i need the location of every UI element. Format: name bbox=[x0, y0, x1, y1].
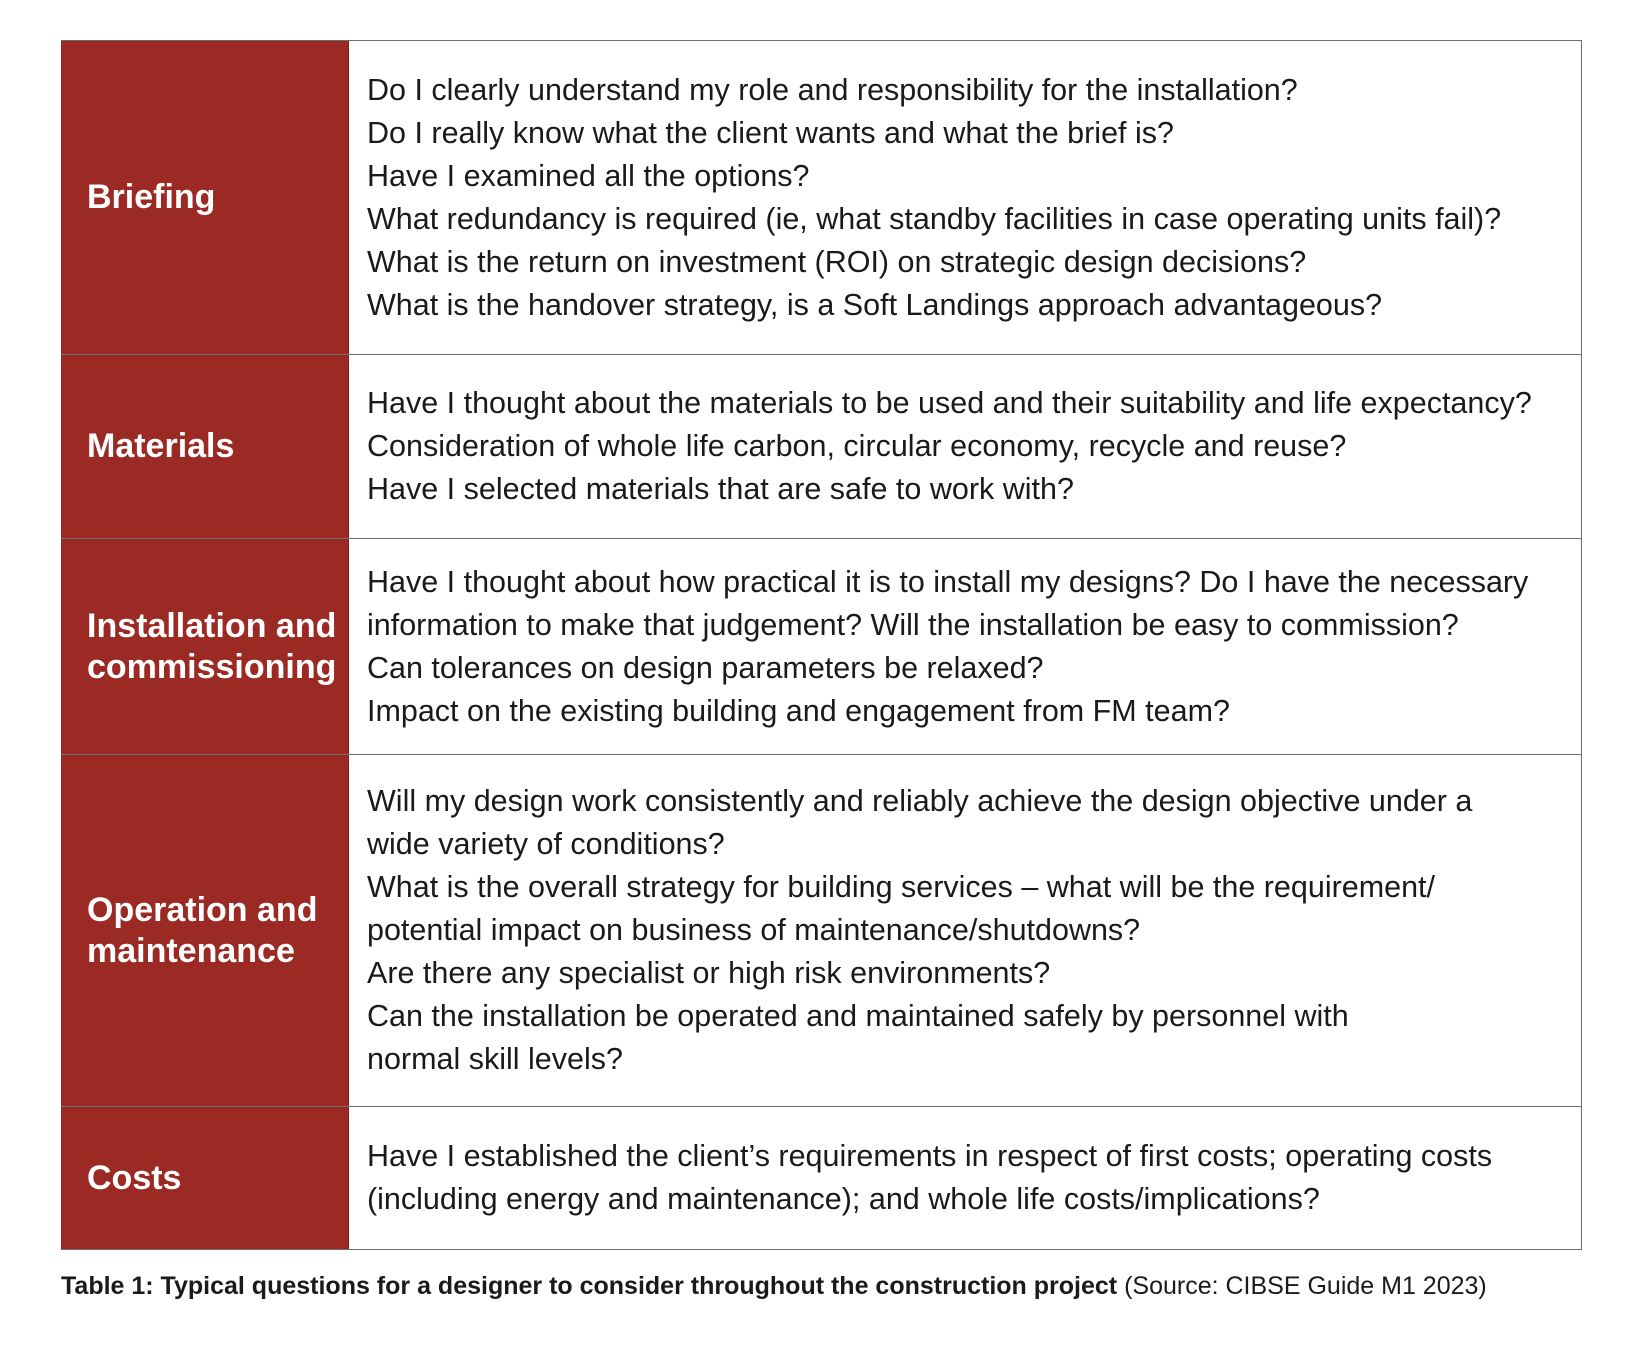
question-line: Have I thought about how practical it is to install my designs? Do I have the necessary bbox=[367, 564, 1529, 599]
question-line: Will my design work consistently and reliably achieve the design objective under a bbox=[367, 784, 1473, 818]
table-row-materials bbox=[61, 355, 1581, 539]
row-content-costs bbox=[349, 1107, 1581, 1249]
row-label-text: Installation and commissioning bbox=[87, 606, 337, 686]
question-line: What is the overall strategy for building services – what will be the requirement/ bbox=[367, 870, 1435, 904]
table-row-briefing bbox=[61, 41, 1581, 355]
table-row-installation bbox=[61, 539, 1581, 755]
question-line: information to make that judgement? Will the installation be easy to commission? bbox=[367, 607, 1459, 642]
table-row-costs bbox=[61, 1107, 1581, 1249]
questions-table bbox=[61, 40, 1582, 1250]
question-line: Have I examined all the options? bbox=[367, 158, 810, 193]
question-line: Do I really know what the client wants and what the brief is? bbox=[367, 115, 1174, 150]
table-caption bbox=[61, 1270, 1487, 1302]
question-line: wide variety of conditions? bbox=[367, 827, 725, 861]
row-label-text: Costs bbox=[87, 1158, 182, 1197]
question-line: Have I established the client’s requirements in respect of first costs; operating costs bbox=[367, 1139, 1493, 1173]
question-line: (including energy and maintenance); and whole life costs/implications? bbox=[367, 1182, 1320, 1216]
question-line: normal skill levels? bbox=[367, 1042, 623, 1076]
question-line: Have I selected materials that are safe to work with? bbox=[367, 472, 1074, 506]
question-line: Consideration of whole life carbon, circular economy, recycle and reuse? bbox=[367, 429, 1347, 463]
row-label-text: Materials bbox=[87, 427, 235, 465]
row-label-costs bbox=[61, 1107, 349, 1249]
question-line: Impact on the existing building and engagement from FM team? bbox=[367, 693, 1230, 728]
question-line: What redundancy is required (ie, what standby facilities in case operating units fail)? bbox=[367, 201, 1502, 236]
caption-source: (Source: CIBSE Guide M1 2023) bbox=[1117, 1272, 1487, 1300]
question-line: Are there any specialist or high risk environments? bbox=[367, 956, 1051, 990]
caption-title: Table 1: Typical questions for a designer to consider throughout the construction project bbox=[61, 1272, 1118, 1300]
row-label-text: Operation and maintenance bbox=[87, 890, 318, 970]
row-content-materials bbox=[349, 355, 1581, 538]
row-label-text: Briefing bbox=[87, 178, 216, 216]
row-content-briefing bbox=[349, 41, 1581, 354]
row-content-operation bbox=[349, 755, 1581, 1106]
row-label-installation bbox=[61, 539, 349, 754]
question-line: Do I clearly understand my role and responsibility for the installation? bbox=[367, 72, 1298, 107]
table-row-operation bbox=[61, 755, 1581, 1107]
question-line: potential impact on business of maintenance/shutdowns? bbox=[367, 913, 1141, 947]
row-label-materials bbox=[61, 355, 349, 538]
question-line: What is the handover strategy, is a Soft Landings approach advantageous? bbox=[367, 287, 1383, 322]
row-label-briefing bbox=[61, 41, 349, 354]
question-line: What is the return on investment (ROI) on strategic design decisions? bbox=[367, 244, 1307, 279]
question-line: Can the installation be operated and maintained safely by personnel with bbox=[367, 999, 1349, 1033]
question-line: Can tolerances on design parameters be relaxed? bbox=[367, 650, 1044, 685]
row-content-installation bbox=[349, 539, 1581, 754]
row-label-operation bbox=[61, 755, 349, 1106]
question-line: Have I thought about the materials to be used and their suitability and life expectancy? bbox=[367, 386, 1532, 420]
